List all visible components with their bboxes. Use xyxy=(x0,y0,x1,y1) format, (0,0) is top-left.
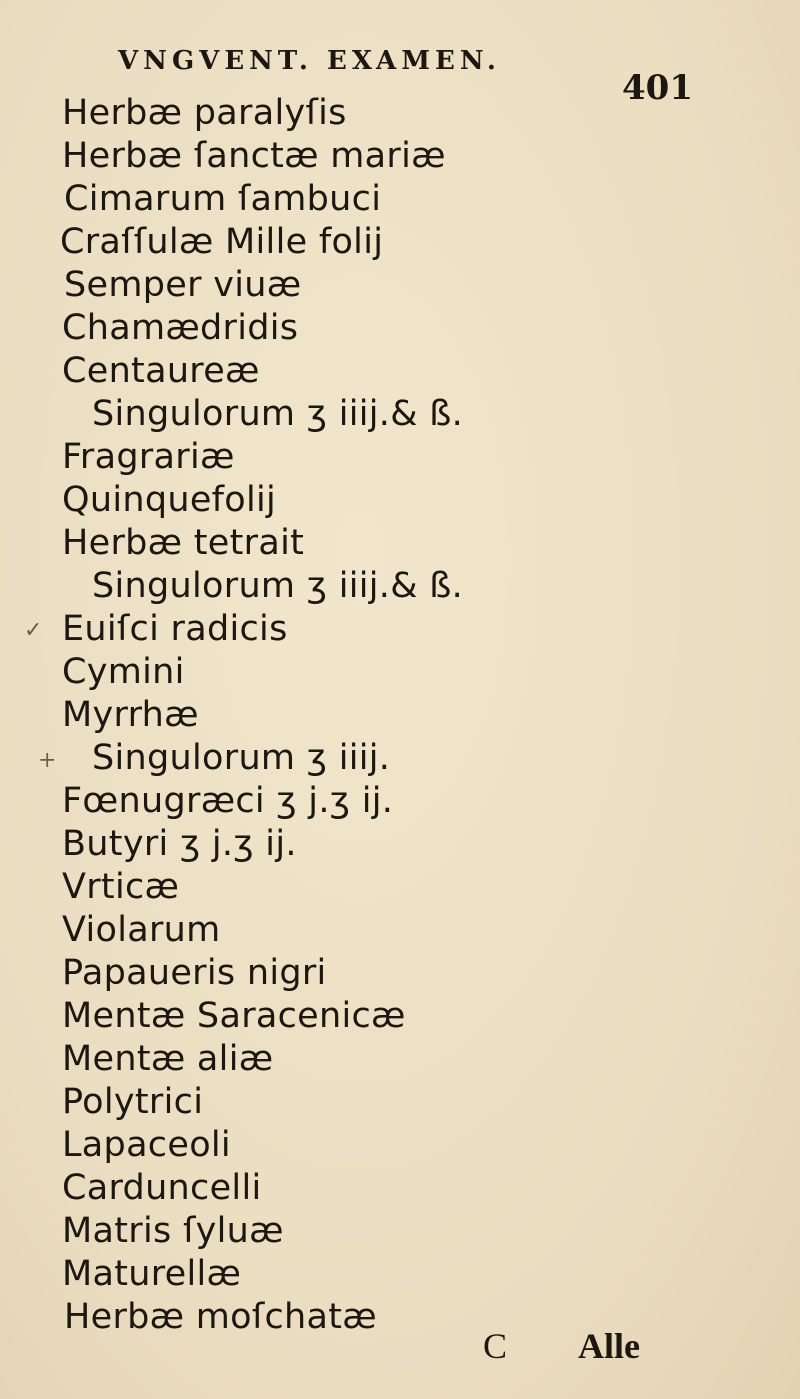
check-mark-icon: ✓ xyxy=(24,618,43,643)
recipe-line: Carduncelli xyxy=(62,1168,262,1208)
recipe-line: Singulorum ʒ iiij. xyxy=(92,738,391,778)
catchword: Alle xyxy=(578,1326,640,1366)
recipe-line: Euiſci radicis xyxy=(62,609,288,649)
recipe-line: Mentæ Saracenicæ xyxy=(62,996,406,1036)
recipe-line: Papaueris nigri xyxy=(62,953,327,993)
recipe-line: Matris ſyluæ xyxy=(62,1211,284,1251)
recipe-line: Herbæ paralyſis xyxy=(62,93,347,133)
recipe-line: Fœnugræci ʒ j.ʒ ij. xyxy=(62,781,394,821)
running-head: VNGVENT. EXAMEN. xyxy=(118,46,501,76)
recipe-line: Mentæ aliæ xyxy=(62,1039,274,1079)
signature-mark: C xyxy=(483,1326,508,1366)
cross-mark-icon: + xyxy=(38,748,57,773)
recipe-line: Butyri ʒ j.ʒ ij. xyxy=(62,824,297,864)
recipe-line: Singulorum ʒ iiij.& ß. xyxy=(92,566,464,606)
recipe-line: Herbæ tetrait xyxy=(62,523,305,563)
recipe-line: Vrticæ xyxy=(62,867,180,907)
recipe-line: Herbæ moſchatæ xyxy=(64,1297,377,1337)
recipe-line: Centaureæ xyxy=(62,351,260,391)
recipe-line: Lapaceoli xyxy=(62,1125,231,1165)
recipe-line: Maturellæ xyxy=(62,1254,242,1294)
recipe-line: Semper viuæ xyxy=(64,265,302,305)
recipe-line: Violarum xyxy=(62,910,221,950)
recipe-line: Fragrariæ xyxy=(62,437,235,477)
recipe-line: Cymini xyxy=(62,652,185,692)
recipe-line: Myrrhæ xyxy=(62,695,199,735)
recipe-line: Polytrici xyxy=(62,1082,204,1122)
recipe-line: Quinquefolij xyxy=(62,480,277,520)
page-number: 401 xyxy=(622,68,693,108)
recipe-line: Herbæ ſanctæ mariæ xyxy=(62,136,446,176)
recipe-line: Cimarum ſambuci xyxy=(64,179,382,219)
recipe-line: Craſſulæ Mille folij xyxy=(60,222,384,262)
recipe-line: Chamædridis xyxy=(62,308,299,348)
recipe-line: Singulorum ʒ iiij.& ß. xyxy=(92,394,464,434)
